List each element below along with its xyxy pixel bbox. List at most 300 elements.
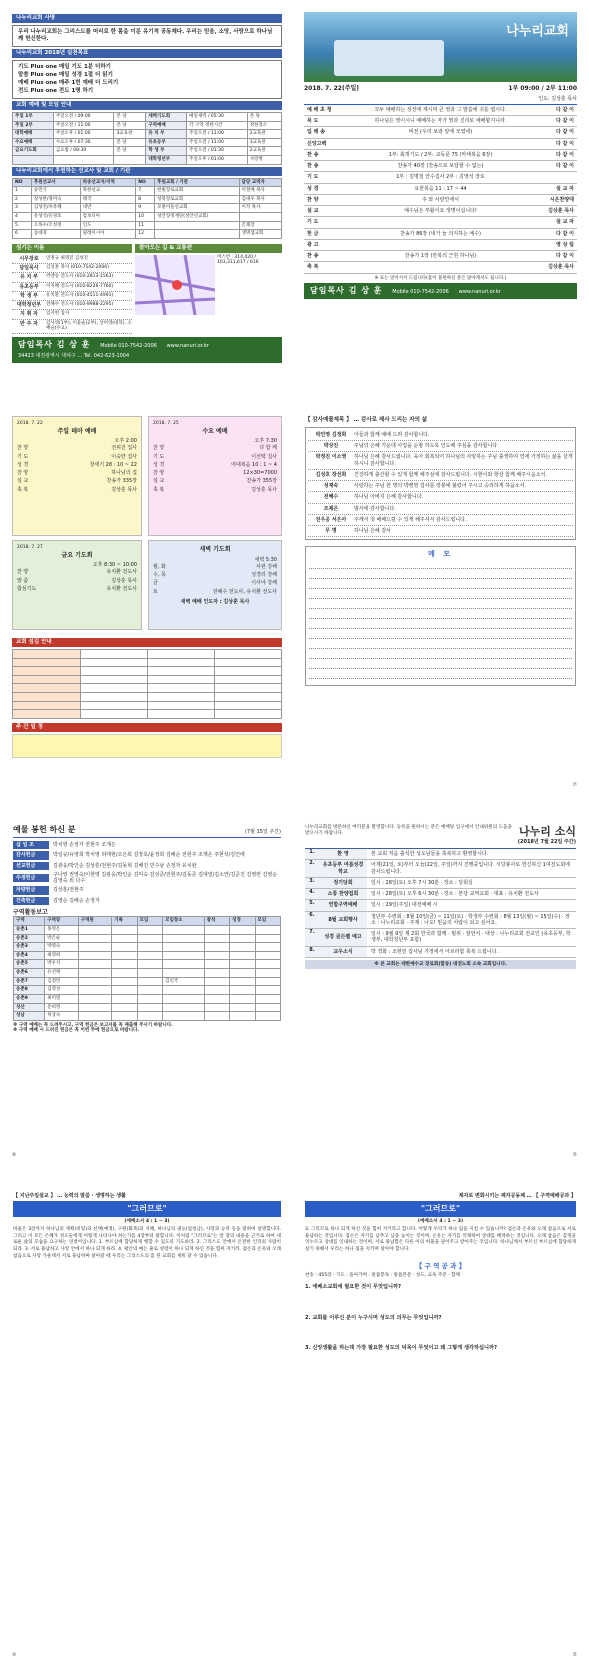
service-part: 토 [153,588,158,595]
report-cell [255,977,280,986]
report-cell [163,986,205,995]
worship-cell: 대학예배 [13,130,54,139]
report-cell [163,925,205,934]
order-row [304,127,577,138]
worship-cell [53,156,114,165]
worship-cell: 매일새벽 / 05:30 [187,112,248,121]
news-title: 나누리 소식 [519,825,576,838]
mission-cell: 8 [136,195,155,204]
service-part: 찬 양 [153,470,165,477]
report-cell [163,994,205,1003]
mobile: Mobile 010-7542-2006 [392,289,449,296]
order-item: 찬 송 [307,151,319,158]
mission-cell: 5 [13,221,32,230]
mission-cell: 김대우 목사 [239,195,281,204]
news-week: (2018년 7월 22일 주간) [517,838,576,845]
report-cell [255,969,280,978]
report-cell: 송촌6 [14,969,45,978]
news-key: 유초등부 여름성경학교 [319,860,367,877]
mission-cell: 송민식 [31,187,80,196]
worship-cell: 주일오전 / 11:00 [187,130,248,139]
website: www.nanuri.or.kr [458,289,501,296]
worship-row [13,130,282,139]
offer-type: 주정헌금 [13,874,49,882]
worship-cell: 새벽기도회 [146,112,187,121]
offer-names: 박치영 손정자 전현주 조재은 [53,842,116,848]
worship-cell: 본 당 [247,112,281,121]
offer-names: 박일규/유영희 박치영 허태현/오은희 김장호/윤정희 김해순 전현주 조재은 주현석/김인애 [53,852,245,859]
report-cell [137,994,162,1003]
report-cell [112,943,137,952]
service-row [153,571,277,579]
support-table [12,178,282,239]
service-detail: 이선택 집사 [251,453,277,460]
fri-time: 오후 8:30 ~ 10:00 [92,562,137,569]
service-part: 성 경 [17,461,29,468]
service-part: 말 씀 [17,577,29,584]
service-detail: 찬송가 355장 [246,478,277,485]
weekly-title: 주 간 일 정 [12,723,282,732]
friday-tile [12,540,142,630]
thanks-text: 하나님 은혜 감사 [354,528,391,535]
offer-row [13,872,281,885]
service-detail: 유치환 전도사 [106,585,137,592]
church-name: 나누리교회 [506,24,569,39]
thanks-title: 【 감사예물제목 】 … 감사로 제사 드리는 자의 삶 [305,417,428,423]
report-cell [230,1003,255,1012]
sermon-body: 바울은 3장까지 하나님의 계획(비밀)과 선택(예정), 구원(화목)과 지혜, 하나님의 권능(엄청남), 사랑과 능력 등을 말하여 설명합니다. 그리고 이 모든 은혜가 성도들에게 어떻게 나타나야 하는가를 4장부터 말합니다. 이처럼 "그러므로"는 앞 장의 내용을 근거로 하여 새로운 삶의 모습을 요구하는 연결어입니다. 1. 부르심에 합당하게 행할 수 있도록 기도하라. 2. 그리스도 안에서 온전한 인격의 사람이 되라. 3. 서로 용납하고 사랑 안에서 하나 되게 하라. 4. 평안의 매는 줄로 성령이 하나 되게 하신 것을 힘써 지키라. 겸손과 온유와 오래 참음으로 사랑 가운데서 서로 용납하며 살아갈 때 우리는 그리스도의 몸 된 교회를 세워 갈 수 있습니다. [13,1226,281,1259]
page-services [8,412,286,792]
fri-title: 금요 기도회 [61,551,93,559]
report-cell [204,943,229,952]
thanks-row [308,452,573,470]
mission-cell: 김성진/차옥혜 [31,204,80,213]
worship-row [13,112,282,121]
service-row [17,444,137,452]
thanks-row [308,441,573,452]
staff-names: 김사영(1부), 이윤순(2부), 상미영(대학), 소예슬(수요) [46,320,132,332]
order-detail: 1부 : 김명철 안수집사 2부 : 김영석 장로 [396,174,485,181]
staff-role: 유초등부 [19,283,39,290]
order-detail: 모두 예배하는 성전에 계시며 큰 영과 그 말씀에 귀를 엽시다. [374,106,507,113]
mission-cell: 이철배 목사 [239,187,281,196]
news-item [305,860,576,878]
thanks-name: 무 명 [325,528,337,535]
service-detail: 하나님의 집 [111,470,137,477]
offer-names: 구나영 권영숙/이현영 김광웅/박인순 김미숙 김성준/전현주/김동준 김대열/김소연/김준진 김영란 김영순 김영숙 외 다수 [53,871,278,884]
report-head-cell: 기록 [112,917,137,926]
mission-cell: 7 [136,187,155,196]
lesson-q-title: 【 구 역 공 과 】 [415,1261,466,1270]
report-cell [137,1003,162,1012]
report-row [14,1012,281,1021]
offer-type: 십 일 조 [13,841,49,849]
page-thanks [300,412,581,792]
order-list [304,104,577,274]
staff-names: 박앤승 전도사 (010-2813-1563) [46,274,114,280]
page-number: ⑦ [572,781,577,788]
service-row [153,469,277,477]
service-part: 축 복 [17,486,29,493]
report-cell [112,960,137,969]
worship-cell: 주일 1부 [13,112,54,121]
service-row [153,588,277,596]
report-cell [137,925,162,934]
service-detail: 전혜수 전도사, 유치환 전도사 [212,588,277,595]
mission-cell: 3 [13,204,32,213]
service-part: 성 경 [153,461,165,468]
worship-cell: 수요예배 [13,138,54,147]
order-item: 기 도 [307,219,319,226]
order-row [304,105,577,116]
report-cell [78,960,112,969]
news-text: 일시 : 28일(토) 오후 7시 30분 · 장소 : 당회실 [371,879,473,886]
thanks-name: 김성호 장선희 [315,471,347,478]
news-text: 일시 : 28일(토) 오후 6시 30분 · 장소 : 본당 교역교회 · 대표 : 유치환 전도사 [371,891,539,897]
staff-row [12,320,132,334]
report-cell [112,925,137,934]
mission-cell: 캄보디아 [80,213,136,222]
service-part: 찬 양 [17,445,29,452]
report-cell [255,1003,280,1012]
map-icon [135,255,215,315]
order-person: 김상훈 목사 [548,208,574,214]
report-cell [112,986,137,995]
report-cell [112,1012,137,1021]
report-cell [255,925,280,934]
page-number: ④ [12,1651,17,1658]
service-part: 축 복 [153,486,165,493]
order-row [304,150,577,161]
staff-row [12,283,132,292]
thanks-name: 조제은 [323,505,339,512]
order-person: 설 교 자 [556,185,574,192]
service-detail: 야대복음 10 : 1 ~ 4 [231,461,277,468]
news-item [305,889,576,900]
directions-title: 찾아오는 길 & 교통편 [135,244,282,253]
report-title: 구역활동보고 [13,908,48,916]
goal-item: 전도 Plus one 전도 1명 하기 [18,87,94,94]
report-cell: 김철민 [45,977,79,986]
report-row [14,934,281,943]
question: 3. 신앙생활을 하는데 가장 필요한 성도의 덕목이 무엇이고 왜 그렇게 생각하십니까? [305,1345,498,1352]
service-detail: 이숙란 집사 [111,453,137,460]
news-list [305,848,576,958]
report-cell [163,1003,205,1012]
thanks-text: 주께서 첫 배배드릴 수 있게 해주셔서 감사드립니다. [354,516,467,523]
mission-cell: 성안장정재단(성안선교회) [155,213,239,222]
thanks-name: 박정진 이소영 [315,454,347,461]
mission-cell: 4 [13,213,32,222]
service-date: 2018. 7. 22(주일) [304,85,360,92]
staff-row [12,273,132,282]
page-order [300,8,581,400]
service-part: 찬 양 [153,445,165,452]
dawn-title: 새벽 기도회 [199,546,231,553]
news-text: 본 교회 처음 출석한 성도님들을 축복하고 환영합니다. [371,851,489,857]
report-cell [230,986,255,995]
service-row [153,453,277,461]
goal-item: 예배 Plus one 매주 1번 예배 더 드리기 [18,79,119,86]
news-num: 2. [305,860,319,877]
worship-row [13,156,282,165]
page-info [8,8,286,400]
report-cell: 문희영 [45,1003,79,1012]
mission-row [13,213,282,222]
report-cell [163,969,205,978]
mission-text: 우리 나누리교회는 그리스도를 머리로 한 몸을 이룬 유기적 공동체다. 우리는 믿음, 소망, 사랑으로 하나님께 헌신한다. [12,25,282,47]
worship-cell: 수요오후 / 07:30 [53,138,114,147]
news-item [305,900,576,911]
report-cell [163,943,205,952]
staff-list [12,255,132,334]
report-cell [112,934,137,943]
worship-cell: 3교육관 [247,138,281,147]
service-row [153,477,277,485]
report-cell [163,1012,205,1021]
order-detail: 요한복음 11 : 17 ~ 44 [414,185,467,192]
mission-head-cell: NO [13,178,32,187]
mission-title: 나누리교회 사명 [12,14,282,23]
staff-row [12,255,132,264]
thanks-text: 아들과 함께 예배 드려 감사합니다. [354,431,430,438]
goals-title: 나누리교회 2018년 실천목표 [12,49,282,58]
order-person: 다 같 이 [556,253,574,259]
report-cell: 송촌9 [14,994,45,1003]
report-cell [137,951,162,960]
offer-row [13,851,281,859]
staff-role: 학 생 부 [20,292,38,299]
news-key: 정기당회 [319,878,367,888]
news-num: 4. [305,889,319,899]
staff-names: 이지혜 전도사 (010-8226-7760) [46,283,114,289]
mission-head-cell: 후원교회 / 기관 [155,178,239,187]
service-detail: 찬송가 335장 [106,478,137,485]
report-cell [137,969,162,978]
report-cell [255,986,280,995]
goals-list [12,60,282,100]
service-part: 설 교 [153,478,165,485]
order-person: 다 같 이 [556,106,574,113]
thanks-text: 하나님 아버지 은혜 감사합니다. [354,494,424,501]
lesson-title: "그러므로" [305,1201,576,1217]
lesson-body: 3. 그리므로 하나 되게 하신 것을 힘써 지키라고 합니다. 어떻게 우리가 하나 됨을 지킬 수 있습니까? 겸손과 온유와 오래 참음으로 서로 용납하는 것입니다. 겸손은 자기를 낮추고 남을 높이는 것이며, 온유는 자기를 억제하여 상대를 배려하는 것입니다. 오래 참음은 감정을 억누르고 상대를 인내하는 것이며, 서로 용납함은 다른 이의 허물을 덮어주고 받아주는 것입니다. 하나님께서 부르신 부르심에 합당하게 살기 위해서 우리는 하나 됨을 지키며 살아야 합니다. [305,1226,576,1252]
report-cell [255,934,280,943]
report-cell [112,994,137,1003]
report-cell [255,994,280,1003]
thanks-text: 범사에 감사합니다. [354,505,396,512]
service-detail: 김상훈 목사 [251,486,277,493]
news-key: 연합구역예배 [319,900,367,910]
worship-cell: 금요기도회 [13,147,54,156]
report-head-cell: 구역장 [45,917,79,926]
report-cell [112,951,137,960]
worship-cell: 본 당 [114,112,146,121]
report-cell [163,934,205,943]
offer-row [13,886,281,894]
offer-type: 감사헌금 [13,851,49,859]
report-row [14,986,281,995]
order-detail: 하나님은 영이시니 예배하는 자가 영과 진리로 예배할지니라. [374,118,507,124]
worship-cell: 유초등부 [146,138,187,147]
report-cell [137,943,162,952]
mission-cell: 모퉁이돌선교회 [155,204,239,213]
address: 34423 대전광역시 대덕구 … Tel. 042-623-1004 [18,352,130,359]
news-num: 1. [305,849,319,859]
staff-role: 시무장로 [19,255,39,262]
sermon-head: 【 지난주일설교 】 … 능력의 말씀 · 생명하는 생활 [13,1193,126,1199]
fri-date: 2018. 7. 27 [17,545,43,550]
offer-row [13,897,281,905]
news-key: 성경 골든벨 예고 [319,929,367,946]
duty-table [12,649,282,719]
worship-cell: 각 구역 정한시간 [187,121,248,130]
mission-row [13,195,282,204]
mission-row [13,221,282,230]
cover-banner [304,12,577,82]
worship-cell [13,156,54,165]
service-part: 월, 화 [153,563,166,570]
pastor-name: 담임목사 김 상 훈 [18,339,91,349]
report-cell [78,969,112,978]
news-num: 8. [305,947,319,957]
mission-head-cell: 후원선교사 [31,178,80,187]
service-detail: 김상훈 목사 [111,577,137,584]
order-row [304,206,577,217]
order-row [304,240,577,251]
worship-cell: 학 생 부 [146,147,187,156]
report-cell [204,977,229,986]
service-row [17,585,137,593]
order-row [304,116,577,127]
news-item [305,878,576,889]
duty-title: 교회 섬김 안내 [12,638,282,647]
staff-role: 대학청년부 [16,302,42,308]
report-cell: 최영희 [45,951,79,960]
report-cell: 박은순 [45,934,79,943]
report-cell: 박명숙 [45,943,79,952]
worship-cell: 본 당 [114,138,146,147]
thanks-list [305,427,576,541]
order-person: 다 같 이 [556,163,574,169]
worship-cell: 주일오전 / 09:00 [53,112,114,121]
mission-cell: 이삭 목사 [239,204,281,213]
support-title: 나누리교회에서 후원하는 선교사 및 교회 / 기관 [12,167,282,176]
report-cell [255,960,280,969]
report-cell [204,951,229,960]
report-cell [255,1012,280,1021]
order-row [304,229,577,240]
thanks-row [308,481,573,492]
staff-names: 전혜수 전도사 (010-9988-2295) [46,302,114,307]
service-row [17,577,137,585]
goal-item: 기도 Plus one 매일 기도 1분 더하기 [18,64,111,70]
mission-row [13,204,282,213]
order-person: 영 상 팀 [556,241,574,248]
service-part: 합심기도 [17,585,37,592]
staff-row [12,310,132,319]
mission-cell: 10 [136,213,155,222]
order-detail: 비전 (우리 보좌 앞에 모였네) [408,129,473,136]
mission-head-cell: NO [136,178,155,187]
report-cell [78,951,112,960]
service-detail: 전위진 집사 [111,445,137,452]
order-item: 찬 양 [307,196,319,203]
mission-cell: 1 [13,187,32,196]
report-cell [255,951,280,960]
news-num: 6. [305,912,319,929]
mission-cell: 대만 [80,204,136,213]
mission-row [13,230,282,239]
news-num: 3. [305,878,319,888]
sun-time: 오후 2:00 [114,438,137,445]
worship-cell: 2교육관 [247,130,281,139]
report-cell [204,960,229,969]
report-cell: 김인국 [163,977,205,986]
order-item: 성 경 [307,185,319,192]
order-row [304,262,577,273]
report-cell [78,977,112,986]
dawn-tile [148,540,282,630]
news-key: 소통 찬양집회 [319,889,367,899]
page-news [300,820,581,1160]
report-cell [163,960,205,969]
lesson-q-intro: 찬송 : 455장 · 기도 : 돌아가며 · 말씀봉독 : 말씀본문 · 성도, 교독 주문 · 함께 [305,1272,461,1278]
report-cell: 송촌5 [14,960,45,969]
service-detail: 다 함 께 [259,445,277,452]
service-row [153,461,277,469]
report-cell: 성산 [14,1003,45,1012]
order-item: 찬 송 [307,253,319,259]
order-row [304,195,577,206]
memo-title: 메 모 [428,550,453,559]
order-item: 축 복 [307,264,319,271]
welcome-text: 나누리교회를 방문하신 여러분을 환영합니다. 등록을 원하시는 분은 예배당 입구에서 안내위원의 도움을 받으시기 바랍니다. [305,825,512,836]
news-item [305,947,576,958]
service-detail: 성경의 강해 [251,572,277,578]
wed-time: 오후 7:30 [254,438,277,445]
report-cell [204,986,229,995]
report-head-cell: 모임 [137,917,162,926]
mission-cell: 9 [136,204,155,213]
order-item: 기 도 [307,174,319,181]
report-cell [78,994,112,1003]
offer-names: 김영순 김해순 손정자 [53,897,100,904]
report-row [14,943,281,952]
service-row [153,579,277,587]
thanks-text: 하나님 은혜 감사드립니다. 육아 회복되어 하나님의 사랑하는 주님 출생하여 연세 가정하는 삶을 살게 하시니 감사합니다. [354,454,573,467]
staff-row [12,264,132,273]
report-cell [137,960,162,969]
page-number: ⑤ [572,1151,577,1158]
worship-cell [114,156,146,165]
report-row [14,925,281,934]
page-number: ⑥ [12,1151,17,1158]
footer-banner [12,337,282,363]
report-cell [204,934,229,943]
service-part: 찬 양 [17,470,29,477]
news-text: 박 경화 : 조현민 집사님 가정에서 아브라함 축복 드립니다. [371,948,499,955]
mission-cell: 필레이시아 [80,230,136,239]
report-cell [78,986,112,995]
order-person: 다 같 이 [556,140,574,147]
report-head-cell: 구역원 [78,917,112,926]
staff-role: 반 주 자 [20,320,38,327]
staff-title: 섬기는 이름 [12,244,132,253]
thanks-text: 사랑하는 주님 한 명의 박뱅영 집사를 장봉에 불렀어 주시고 승리하게 하옵소서. [354,483,527,490]
staff-names: 유치환 전도사 (010-4511-4991) [46,292,114,298]
report-cell [230,969,255,978]
